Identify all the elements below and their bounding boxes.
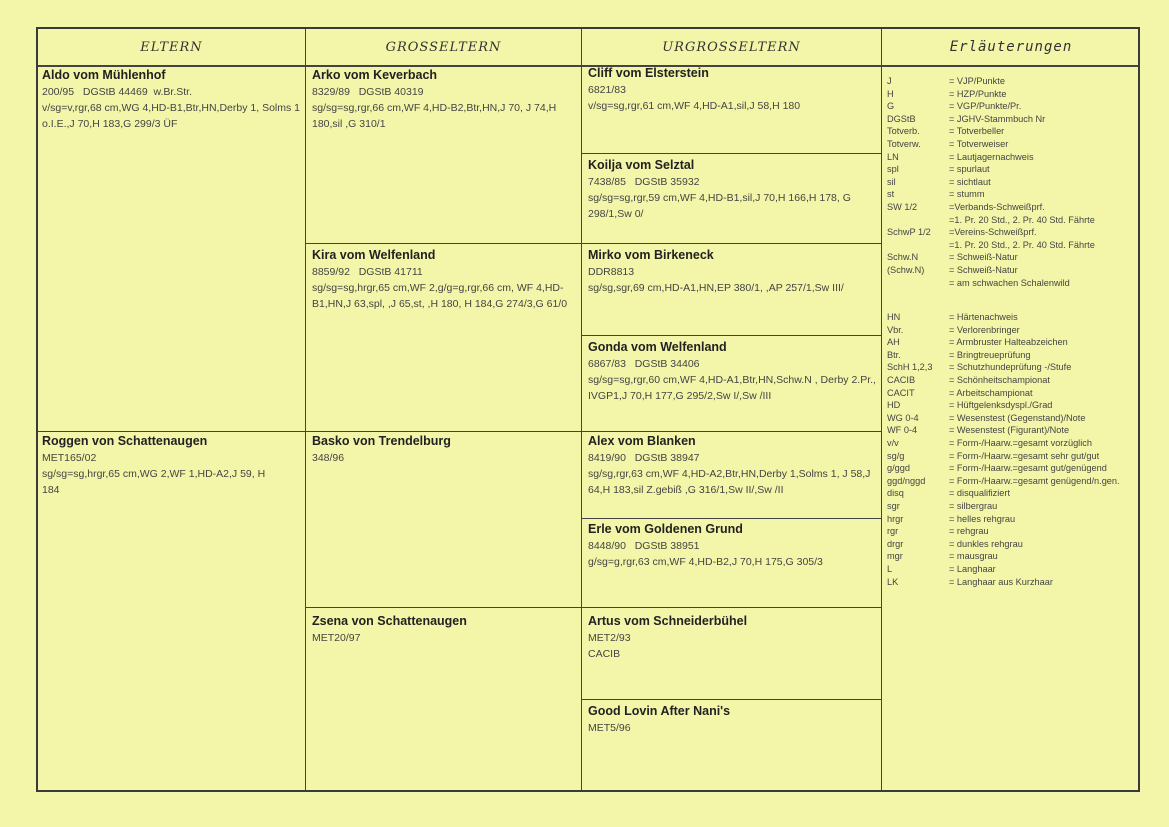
dog-name: Aldo vom Mühlenhof [42,68,166,82]
legend-meaning: = Lautjagernachweis [949,151,1034,162]
legend-abbreviation: HD [887,400,901,411]
dog-name: Roggen von Schattenaugen [42,434,208,448]
dog-name: Koilja vom Selztal [588,158,695,172]
grandparent-2 [312,247,574,312]
pedigree-table [36,27,1140,792]
dog-registration: 8859/92 DGStB 41711 [312,266,423,278]
column-divider [581,29,582,790]
legend-meaning: =1. Pr. 20 Std., 2. Pr. 40 Std. Fährte [949,214,1095,225]
row-divider [581,699,881,700]
legend-meaning: =Verbands-Schweißprf. [949,201,1045,212]
legend-row [887,437,1142,450]
dog-registration: 8448/90 DGStB 38951 [588,540,700,552]
legend-row [887,462,1142,475]
dog-details: sg/sg=sg,rgr,66 cm,WF 4,HD-B2,Btr,HN,J 70, J 74,H 180,sil ,G 310/1 [312,102,557,130]
legend-abbreviation: spl [887,164,899,175]
legend-meaning: = spurlaut [949,164,990,175]
legend-abbreviation: WF 0-4 [887,425,918,436]
legend-abbreviation: disq [887,488,904,499]
legend-abbreviation [887,214,949,227]
dog-details: sg/sg=sg,rgr,60 cm,WF 4,HD-A1,Btr,HN,Schw.N , Derby 2.Pr., IVGP1,J 70,H 177,G 295/2,Sw I/,Sw /III [588,374,876,402]
great-grandparent-6 [588,521,876,570]
legend-row [887,239,1142,252]
legend-meaning: = Hüftgelenksdyspl./Grad [949,400,1053,411]
legend-row [887,277,1142,290]
legend-meaning: = Form-/Haarw.=gesamt vorzüglich [949,438,1092,449]
grandparent-4 [312,613,574,646]
dog-registration: 348/96 [312,452,345,464]
dog-registration: 6821/83 [588,84,626,96]
legend-row [887,576,1142,589]
legend-abbreviation: mgr [887,551,903,562]
legend-row [887,487,1142,500]
legend-row [887,251,1142,264]
column-divider [881,29,882,790]
legend-abbreviation: v/v [887,438,899,449]
legend-meaning: =1. Pr. 20 Std., 2. Pr. 40 Std. Fährte [949,239,1095,250]
dog-registration: MET165/02 [42,452,97,464]
row-divider [581,518,881,519]
legend-row [887,349,1142,362]
dog-details: v/sg=sg,rgr,61 cm,WF 4,HD-A1,sil,J 58,H 180 [588,100,801,112]
great-grandparent-2 [588,157,876,222]
legend-row [887,550,1142,563]
legend-meaning: = Schweiß-Natur [949,264,1018,275]
column-divider [305,29,306,790]
legend-row [887,264,1142,277]
grandparent-3 [312,433,574,466]
legend-row [887,475,1142,488]
legend-meaning: = am schwachen Schalenwild [949,277,1070,288]
legend-row [887,361,1142,374]
row-divider [38,431,881,432]
legend-row [887,513,1142,526]
header-erlaeuterungen: Erläuterungen [949,39,1073,55]
legend-meaning [949,289,1142,311]
legend-meaning: = Wesenstest (Figurant)/Note [949,425,1070,436]
legend-abbreviation: st [887,189,895,200]
parent-dam [42,433,282,498]
legend-meaning: = Arbeitschampionat [949,387,1033,398]
legend-abbreviation: hrgr [887,513,904,524]
legend-row [887,387,1142,400]
legend-abbreviation: LN [887,151,899,162]
dog-name: Zsena von Schattenaugen [312,614,467,628]
legend-row [887,289,1142,311]
legend-abbreviation: sg/g [887,450,905,461]
legend-abbreviation: Btr. [887,349,901,360]
legend-abbreviation: WG 0-4 [887,412,919,423]
legend-row [887,450,1142,463]
dog-registration: 6867/83 DGStB 34406 [588,358,700,370]
legend-abbreviation: rgr [887,526,899,537]
legend-meaning: = Form-/Haarw.=gesamt genügend/n.gen. [949,475,1120,486]
legend-abbreviation: G [887,101,895,112]
legend-meaning: = Form-/Haarw.=gesamt sehr gut/gut [949,450,1100,461]
legend-row [887,151,1142,164]
legend-meaning: = Wesenstest (Gegenstand)/Note [949,412,1086,423]
legend-meaning: = Schönheitschampionat [949,375,1050,386]
legend-meaning: = HZP/Punkte [949,88,1007,99]
legend-abbreviation: CACIT [887,387,915,398]
legend-meaning: = mausgrau [949,551,998,562]
legend-row [887,525,1142,538]
dog-name: Good Lovin After Nani's [588,704,731,718]
legend-meaning: = Totverbeller [949,126,1005,137]
legend-row [887,201,1142,214]
dog-name: Basko von Trendelburg [312,434,451,448]
legend-meaning: = VJP/Punkte [949,76,1005,86]
dog-registration: 7438/85 DGStB 35932 [588,176,700,188]
great-grandparent-8 [588,703,876,736]
legend-row [887,226,1142,239]
legend-row [887,412,1142,425]
header-urgrosseltern: URGROSSELTERN [662,39,801,55]
legend-abbreviation: Schw.N [887,252,919,263]
legend-meaning: = disqualifiziert [949,488,1011,499]
row-divider [305,243,881,244]
dog-registration: 8419/90 DGStB 38947 [588,452,700,464]
dog-name: Erle vom Goldenen Grund [588,522,743,536]
legend-meaning: = Form-/Haarw.=gesamt gut/genügend [949,463,1107,474]
legend-meaning: = Härtenachweis [949,312,1018,323]
legend-meaning: = Schutzhundeprüfung -/Stufe [949,362,1072,373]
dog-name: Gonda vom Welfenland [588,340,727,354]
dog-details: v/sg=v,rgr,68 cm,WG 4,HD-B1,Btr,HN,Derby 1, Solms 1 o.I.E.,J 70,H 183,G 299/3 ÜF [42,102,300,130]
grandparent-1 [312,67,574,132]
legend-abbreviation: Vbr. [887,324,904,335]
header-grosseltern: GROSSELTERN [385,39,502,55]
legend-meaning: = Bringtreueprüfung [949,349,1031,360]
great-grandparent-3 [588,247,876,296]
legend-meaning: = Schweiß-Natur [949,252,1018,263]
legend-row [887,100,1142,113]
legend-abbreviation: SchH 1,2,3 [887,362,933,373]
legend-abbreviation: Totverb. [887,126,920,137]
legend-meaning: = stumm [949,189,985,200]
legend-meaning: = Armbruster Halteabzeichen [949,337,1068,348]
legend-abbreviation: SW 1/2 [887,201,918,212]
row-divider [581,153,881,154]
legend-row [887,113,1142,126]
abbreviations-legend [887,75,1142,588]
dog-name: Cliff vom Elsterstein [588,66,709,80]
legend-row [887,125,1142,138]
dog-details: sg/sg,sgr,69 cm,HD-A1,HN,EP 380/1, ,AP 257/1,Sw III/ [588,282,844,294]
dog-name: Alex vom Blanken [588,434,696,448]
legend-meaning: =Vereins-Schweißprf. [949,227,1037,238]
legend-row [887,324,1142,337]
legend-abbreviation: J [887,76,892,86]
dog-registration: 200/95 DGStB 44469 w.Br.Str. [42,86,193,98]
legend-meaning: = helles rehgrau [949,513,1016,524]
great-grandparent-7 [588,613,876,662]
legend-row [887,188,1142,201]
legend-meaning: = Totverweiser [949,138,1009,149]
legend-row [887,538,1142,551]
legend-abbreviation: SchwP 1/2 [887,227,931,238]
legend-row [887,424,1142,437]
legend-row [887,563,1142,576]
legend-meaning: = silbergrau [949,501,998,511]
legend-abbreviation: drgr [887,538,904,549]
legend-row [887,336,1142,349]
legend-meaning: = JGHV-Stammbuch Nr [949,113,1046,124]
legend-abbreviation: sgr [887,501,900,511]
legend-row [887,214,1142,227]
legend-meaning: = Langhaar [949,563,996,574]
legend-meaning: = rehgrau [949,526,989,537]
legend-row [887,75,1142,88]
legend-meaning: = Verlorenbringer [949,324,1020,335]
dog-details: sg/sg,rgr,63 cm,WF 4,HD-A2,Btr,HN,Derby 1,Solms 1, J 58,J 64,H 183,sil Z.gebiß ,G 316/1,Sw II/,Sw /II [588,468,871,496]
legend-row [887,374,1142,387]
legend-abbreviation: L [887,563,893,574]
legend-abbreviation: ggd/nggd [887,475,926,486]
great-grandparent-1 [588,65,876,114]
legend-abbreviation [887,289,949,311]
dog-details: sg/sg=sg,hrgr,65 cm,WF 2,g/g=g,rgr,66 cm, WF 4,HD-B1,HN,J 63,spl, ,J 65,st, ,H 180, H 184,G 274/3,G 61/0 [312,282,568,310]
legend-abbreviation: sil [887,176,896,187]
dog-registration: 8329/89 DGStB 40319 [312,86,424,98]
legend-row [887,500,1142,513]
legend-meaning: = VGP/Punkte/Pr. [949,101,1022,112]
header-eltern: ELTERN [140,39,203,55]
legend-row [887,138,1142,151]
row-divider [581,335,881,336]
dog-name: Mirko vom Birkeneck [588,248,714,262]
legend-abbreviation [887,277,949,290]
row-divider [305,607,881,608]
legend-meaning: = sichtlaut [949,176,991,187]
legend-row [887,399,1142,412]
dog-name: Artus vom Schneiderbühel [588,614,748,628]
dog-registration: MET20/97 [312,632,361,644]
dog-registration: MET5/96 [588,722,631,734]
legend-abbreviation: Totverw. [887,138,921,149]
dog-details: CACIB [588,648,621,660]
great-grandparent-4 [588,339,876,404]
dog-name: Arko vom Keverbach [312,68,438,82]
parent-sire [42,67,300,132]
legend-abbreviation: CACIB [887,375,916,386]
legend-abbreviation: g/ggd [887,463,910,474]
legend-abbreviation: H [887,88,894,99]
dog-name: Kira vom Welfenland [312,248,436,262]
legend-abbreviation: LK [887,576,899,587]
legend-meaning: = dunkles rehgrau [949,538,1023,549]
legend-abbreviation: DGStB [887,113,916,124]
legend-row [887,311,1142,324]
dog-details: sg/sg=sg,hrgr,65 cm,WG 2,WF 1,HD-A2,J 59, H 184 [42,468,266,496]
dog-details: sg/sg=sg,rgr,59 cm,WF 4,HD-B1,sil,J 70,H 166,H 178, G 298/1,Sw 0/ [588,192,851,220]
legend-abbreviation: HN [887,312,901,323]
legend-row [887,163,1142,176]
legend-abbreviation: AH [887,337,900,348]
dog-registration: MET2/93 [588,632,631,644]
great-grandparent-5 [588,433,876,498]
legend-abbreviation: (Schw.N) [887,264,925,275]
legend-meaning: = Langhaar aus Kurzhaar [949,576,1053,587]
dog-details: g/sg=g,rgr,63 cm,WF 4,HD-B2,J 70,H 175,G 305/3 [588,556,823,568]
dog-registration: DDR8813 [588,266,635,278]
legend-row [887,88,1142,101]
legend-abbreviation [887,239,949,252]
legend-row [887,176,1142,189]
